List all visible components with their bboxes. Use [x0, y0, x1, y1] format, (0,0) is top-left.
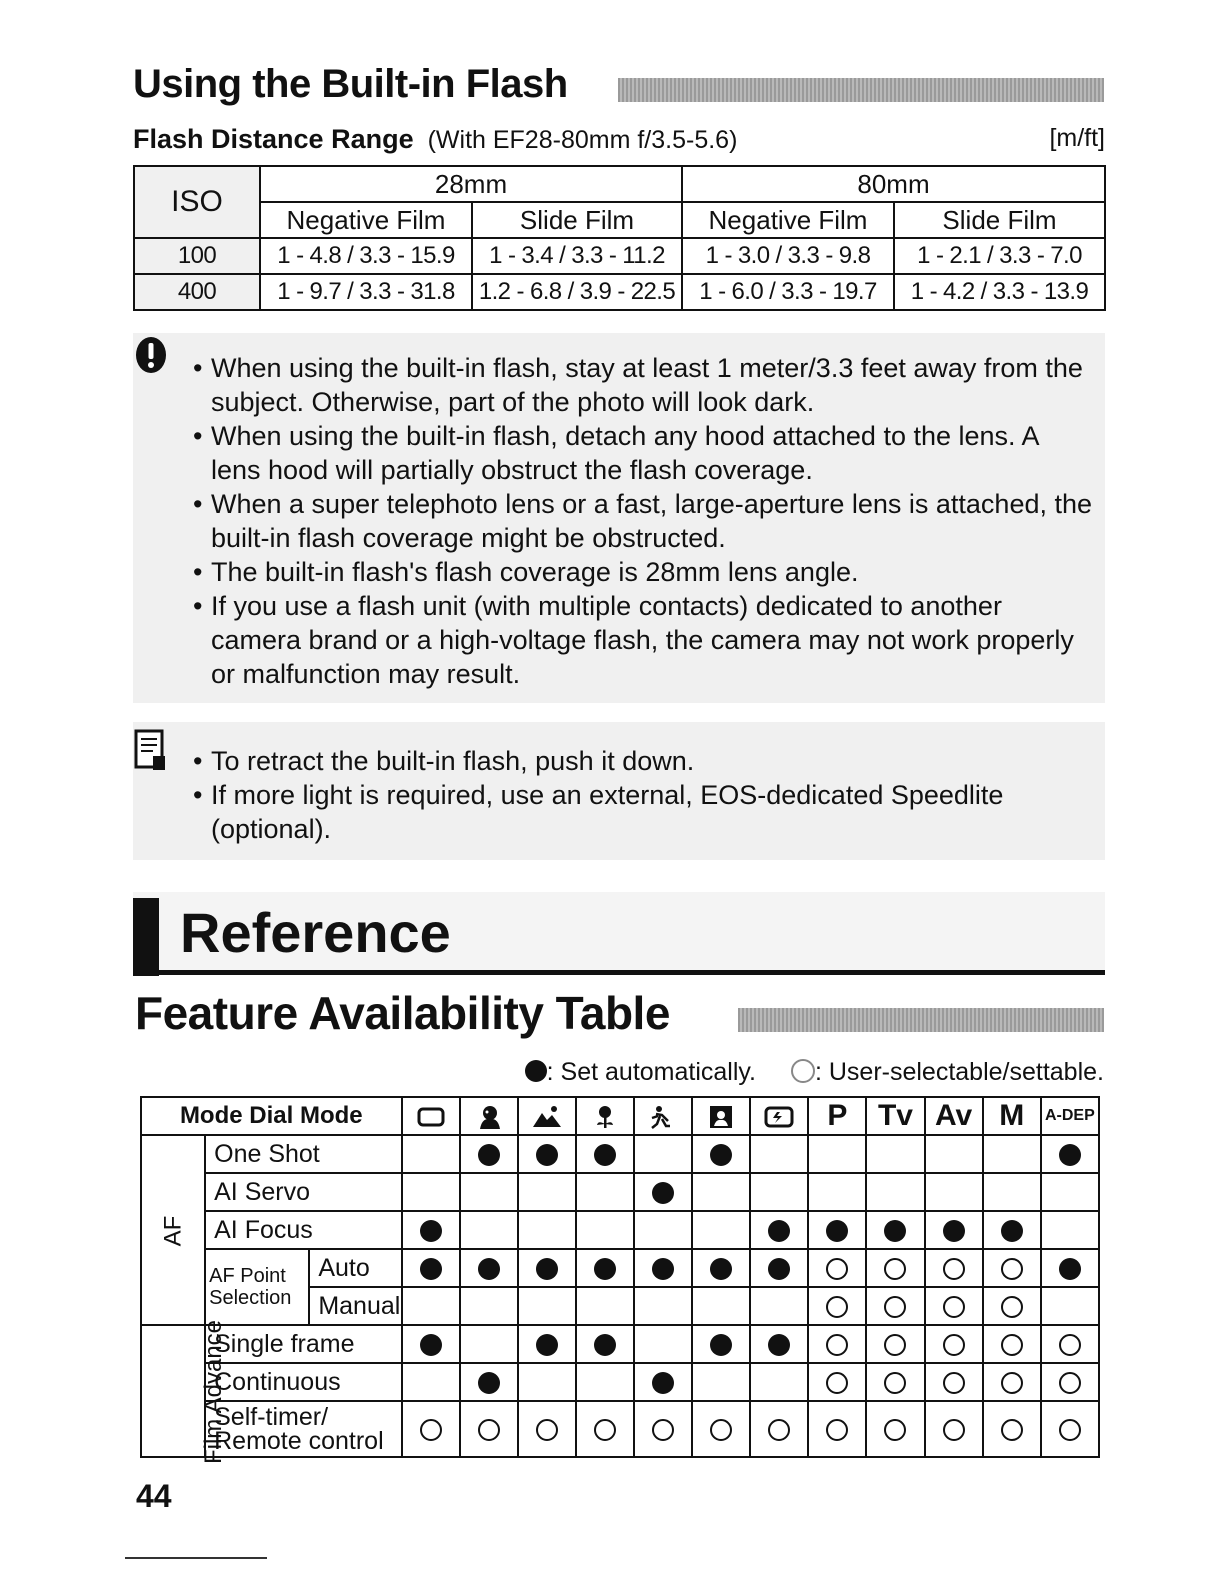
caution-item: • When using the built-in flash, detach any hood attached to the lens. A lens hood will partially obstruct the flash coverage. — [193, 419, 1093, 487]
user-mark — [1059, 1334, 1081, 1356]
availability-cell — [1041, 1211, 1099, 1249]
feature-row — [141, 1401, 1099, 1457]
availability-cell — [460, 1363, 518, 1401]
user-mark — [826, 1296, 848, 1318]
auto-mark — [1001, 1220, 1023, 1242]
mode-dial-header: Mode Dial Mode — [141, 1097, 402, 1135]
availability-cell — [866, 1287, 924, 1325]
availability-cell — [983, 1363, 1041, 1401]
legend — [525, 1058, 1104, 1087]
user-mark — [943, 1419, 965, 1441]
auto-mark — [536, 1258, 558, 1280]
availability-cell — [1041, 1401, 1099, 1457]
availability-cell — [750, 1211, 808, 1249]
mode-tv: Tv — [866, 1097, 924, 1135]
row-label: AI Focus — [205, 1211, 401, 1249]
row-label: Continuous — [205, 1363, 401, 1401]
auto-mark — [420, 1220, 442, 1242]
auto-mark — [652, 1258, 674, 1280]
availability-cell — [402, 1401, 460, 1457]
user-mark — [710, 1419, 732, 1441]
availability-cell — [460, 1173, 518, 1211]
auto-mark — [943, 1220, 965, 1242]
availability-cell — [576, 1135, 634, 1173]
availability-cell — [634, 1249, 692, 1287]
night-portrait-icon — [706, 1104, 736, 1130]
availability-cell — [750, 1249, 808, 1287]
user-mark — [768, 1419, 790, 1441]
range-cell: 1 - 3.0 / 3.3 - 9.8 — [682, 238, 894, 274]
availability-cell — [576, 1401, 634, 1457]
unit-label: [m/ft] — [1049, 124, 1105, 152]
user-mark — [826, 1372, 848, 1394]
user-mark — [1001, 1334, 1023, 1356]
availability-cell — [634, 1173, 692, 1211]
mode-full-auto — [402, 1097, 460, 1135]
focal-28-header: 28mm — [260, 166, 682, 202]
availability-cell — [402, 1211, 460, 1249]
availability-cell — [402, 1173, 460, 1211]
group-film-advance — [141, 1319, 228, 1464]
lens-note: (With EF28-80mm f/3.5-5.6) — [427, 126, 738, 154]
availability-cell — [402, 1325, 460, 1363]
auto-mark — [420, 1334, 442, 1356]
availability-cell — [983, 1325, 1041, 1363]
availability-cell — [750, 1173, 808, 1211]
legend-filled-dot — [525, 1060, 547, 1082]
availability-cell — [692, 1287, 750, 1325]
mode-m: M — [983, 1097, 1041, 1135]
user-mark — [420, 1419, 442, 1441]
mode-p: P — [808, 1097, 866, 1135]
sports-icon — [648, 1104, 678, 1130]
range-cell: 1.2 - 6.8 / 3.9 - 22.5 — [472, 274, 682, 310]
section-title-flash: Using the Built-in Flash — [133, 62, 568, 106]
user-mark — [943, 1258, 965, 1280]
mode-flash-off — [750, 1097, 808, 1135]
subtitle-text: Flash Distance Range — [133, 124, 414, 154]
availability-cell — [925, 1325, 983, 1363]
availability-cell — [1041, 1287, 1099, 1325]
col-negative-80: Negative Film — [682, 202, 894, 238]
availability-cell — [983, 1287, 1041, 1325]
user-mark — [884, 1372, 906, 1394]
portrait-icon — [474, 1104, 504, 1130]
auto-mark — [768, 1334, 790, 1356]
col-slide-28: Slide Film — [472, 202, 682, 238]
availability-cell — [634, 1211, 692, 1249]
auto-mark — [420, 1258, 442, 1280]
availability-cell — [460, 1287, 518, 1325]
page-number: 44 — [136, 1478, 172, 1514]
availability-cell — [518, 1173, 576, 1211]
auto-mark — [594, 1258, 616, 1280]
feature-row — [141, 1363, 1099, 1401]
auto-mark — [478, 1372, 500, 1394]
availability-cell — [983, 1135, 1041, 1173]
auto-mark — [1059, 1258, 1081, 1280]
availability-cell — [925, 1249, 983, 1287]
reference-rule — [133, 970, 1105, 975]
availability-cell — [808, 1363, 866, 1401]
user-mark — [826, 1258, 848, 1280]
bottom-rule — [125, 1557, 267, 1559]
auto-mark — [826, 1220, 848, 1242]
availability-cell — [925, 1287, 983, 1325]
availability-cell — [866, 1173, 924, 1211]
caution-box — [133, 333, 1105, 703]
auto-mark — [536, 1144, 558, 1166]
auto-mark — [710, 1334, 732, 1356]
af-point-selection-label — [205, 1249, 309, 1325]
availability-cell — [518, 1287, 576, 1325]
availability-cell — [808, 1211, 866, 1249]
availability-cell — [866, 1401, 924, 1457]
availability-cell — [460, 1401, 518, 1457]
user-mark — [1001, 1296, 1023, 1318]
mode-av: Av — [925, 1097, 983, 1135]
iso-header: ISO — [134, 166, 260, 238]
user-mark — [1001, 1372, 1023, 1394]
availability-cell — [1041, 1135, 1099, 1173]
range-cell: 1 - 2.1 / 3.3 - 7.0 — [894, 238, 1105, 274]
iso-value: 100 — [134, 238, 260, 274]
availability-cell — [750, 1401, 808, 1457]
mode-portrait — [460, 1097, 518, 1135]
availability-cell — [925, 1211, 983, 1249]
row-label: Auto — [309, 1249, 401, 1287]
availability-cell — [402, 1135, 460, 1173]
auto-mark — [478, 1144, 500, 1166]
auto-mark — [594, 1144, 616, 1166]
col-slide-80: Slide Film — [894, 202, 1105, 238]
auto-mark — [710, 1144, 732, 1166]
user-mark — [826, 1419, 848, 1441]
close-up-icon — [590, 1104, 620, 1130]
row-label: One Shot — [205, 1135, 401, 1173]
availability-cell — [692, 1173, 750, 1211]
availability-cell — [518, 1401, 576, 1457]
user-mark — [1059, 1372, 1081, 1394]
auto-mark — [710, 1258, 732, 1280]
legend-user-text: : User-selectable/settable. — [814, 1058, 1104, 1086]
availability-cell — [808, 1173, 866, 1211]
auto-mark — [594, 1334, 616, 1356]
availability-cell — [634, 1135, 692, 1173]
availability-cell — [866, 1211, 924, 1249]
af-point-line1: AF Point — [209, 1265, 286, 1287]
reference-title: Reference — [180, 901, 451, 964]
title-decor-bar — [738, 1008, 1104, 1032]
availability-cell — [692, 1249, 750, 1287]
user-mark — [1001, 1419, 1023, 1441]
auto-mark — [652, 1182, 674, 1204]
feature-table-title: Feature Availability Table — [135, 987, 670, 1039]
user-mark — [943, 1296, 965, 1318]
legend-open-circle — [791, 1059, 815, 1083]
range-cell: 1 - 4.2 / 3.3 - 13.9 — [894, 274, 1105, 310]
availability-cell — [750, 1363, 808, 1401]
feature-row — [141, 1211, 1099, 1249]
availability-cell — [983, 1211, 1041, 1249]
reference-marker — [133, 898, 159, 976]
availability-cell — [692, 1325, 750, 1363]
feature-availability-table — [140, 1096, 1100, 1464]
user-mark — [652, 1419, 674, 1441]
feature-row — [141, 1135, 1099, 1173]
availability-cell — [1041, 1325, 1099, 1363]
memo-icon — [133, 728, 169, 772]
group-af — [141, 1135, 205, 1325]
auto-mark — [768, 1258, 790, 1280]
landscape-icon — [532, 1104, 562, 1130]
availability-cell — [866, 1135, 924, 1173]
user-mark — [478, 1419, 500, 1441]
availability-cell — [634, 1287, 692, 1325]
availability-cell — [750, 1287, 808, 1325]
user-mark — [1001, 1258, 1023, 1280]
availability-cell — [460, 1249, 518, 1287]
auto-mark — [478, 1258, 500, 1280]
iso-value: 400 — [134, 274, 260, 310]
availability-cell — [925, 1173, 983, 1211]
auto-mark — [768, 1220, 790, 1242]
af-point-line2: Selection — [209, 1287, 292, 1309]
feature-row — [141, 1173, 1099, 1211]
row-label-line1: Self-timer/ — [214, 1403, 329, 1431]
availability-cell — [518, 1211, 576, 1249]
user-mark — [594, 1419, 616, 1441]
auto-mark — [652, 1372, 674, 1394]
availability-cell — [460, 1135, 518, 1173]
availability-cell — [692, 1363, 750, 1401]
flash-range-subtitle — [133, 124, 1105, 155]
range-cell: 1 - 4.8 / 3.3 - 15.9 — [260, 238, 472, 274]
availability-cell — [576, 1363, 634, 1401]
user-mark — [1059, 1419, 1081, 1441]
availability-cell — [692, 1135, 750, 1173]
availability-cell — [460, 1325, 518, 1363]
range-cell: 1 - 9.7 / 3.3 - 31.8 — [260, 274, 472, 310]
availability-cell — [518, 1249, 576, 1287]
availability-cell — [1041, 1173, 1099, 1211]
col-negative-28: Negative Film — [260, 202, 472, 238]
flash-distance-table — [133, 165, 1106, 311]
availability-cell — [692, 1211, 750, 1249]
availability-cell — [692, 1401, 750, 1457]
availability-cell — [750, 1325, 808, 1363]
availability-cell — [983, 1249, 1041, 1287]
mode-close-up — [576, 1097, 634, 1135]
availability-cell — [925, 1363, 983, 1401]
availability-cell — [808, 1249, 866, 1287]
availability-cell — [518, 1325, 576, 1363]
memo-list — [193, 744, 1093, 846]
full-auto-icon — [416, 1104, 446, 1130]
user-mark — [943, 1372, 965, 1394]
availability-cell — [808, 1325, 866, 1363]
availability-cell — [1041, 1249, 1099, 1287]
user-mark — [826, 1334, 848, 1356]
title-decor-bar — [618, 78, 1104, 102]
user-mark — [884, 1419, 906, 1441]
caution-list — [193, 351, 1093, 691]
availability-cell — [518, 1363, 576, 1401]
row-label: Single frame — [205, 1325, 401, 1363]
caution-icon — [133, 335, 173, 375]
availability-cell — [460, 1211, 518, 1249]
row-label: AI Servo — [205, 1173, 401, 1211]
availability-cell — [925, 1135, 983, 1173]
availability-cell — [634, 1401, 692, 1457]
auto-mark — [884, 1220, 906, 1242]
availability-cell — [576, 1287, 634, 1325]
user-mark — [884, 1296, 906, 1318]
range-cell: 1 - 6.0 / 3.3 - 19.7 — [682, 274, 894, 310]
availability-cell — [518, 1135, 576, 1173]
group-af-label: AF — [159, 1215, 187, 1246]
availability-cell — [576, 1173, 634, 1211]
memo-box — [133, 722, 1105, 860]
user-mark — [943, 1334, 965, 1356]
availability-cell — [808, 1401, 866, 1457]
availability-cell — [866, 1325, 924, 1363]
caution-item: • When a super telephoto lens or a fast, large-aperture lens is attached, the built-in flash coverage might be obstructed. — [193, 487, 1093, 555]
availability-cell — [983, 1401, 1041, 1457]
mode-sports — [634, 1097, 692, 1135]
caution-item: • The built-in flash's flash coverage is 28mm lens angle. — [193, 555, 1093, 589]
availability-cell — [576, 1325, 634, 1363]
availability-cell — [576, 1211, 634, 1249]
caution-item: • If you use a flash unit (with multiple contacts) dedicated to another camera brand or a high-voltage flash, the camera may not work properly or malfunction may result. — [193, 589, 1093, 691]
focal-80-header: 80mm — [682, 166, 1105, 202]
flash-off-icon — [764, 1104, 794, 1130]
availability-cell — [1041, 1363, 1099, 1401]
auto-mark — [1059, 1144, 1081, 1166]
mode-night-portrait — [692, 1097, 750, 1135]
availability-cell — [808, 1135, 866, 1173]
mode-landscape — [518, 1097, 576, 1135]
auto-mark — [536, 1334, 558, 1356]
group-film-label: Film Advance — [200, 1319, 228, 1464]
user-mark — [536, 1419, 558, 1441]
feature-row — [141, 1325, 1099, 1363]
memo-item: • To retract the built-in flash, push it down. — [193, 744, 1093, 778]
availability-cell — [634, 1325, 692, 1363]
mode-a-dep: A-DEP — [1041, 1097, 1099, 1135]
availability-cell — [808, 1287, 866, 1325]
range-cell: 1 - 3.4 / 3.3 - 11.2 — [472, 238, 682, 274]
legend-auto-text: : Set automatically. — [546, 1058, 757, 1086]
caution-item: • When using the built-in flash, stay at least 1 meter/3.3 feet away from the subject. Otherwise, part of the photo will look dark. — [193, 351, 1093, 419]
row-label: Manual — [309, 1287, 401, 1325]
availability-cell — [750, 1135, 808, 1173]
availability-cell — [402, 1249, 460, 1287]
availability-cell — [576, 1249, 634, 1287]
availability-cell — [925, 1401, 983, 1457]
availability-cell — [866, 1249, 924, 1287]
availability-cell — [983, 1173, 1041, 1211]
availability-cell — [402, 1363, 460, 1401]
row-label — [205, 1401, 401, 1457]
availability-cell — [634, 1363, 692, 1401]
row-label-line2: Remote control — [214, 1427, 384, 1455]
user-mark — [884, 1258, 906, 1280]
availability-cell — [866, 1363, 924, 1401]
availability-cell — [402, 1287, 460, 1325]
feature-row — [141, 1249, 1099, 1287]
user-mark — [884, 1334, 906, 1356]
memo-item: • If more light is required, use an external, EOS-dedicated Speedlite (optional). — [193, 778, 1093, 846]
